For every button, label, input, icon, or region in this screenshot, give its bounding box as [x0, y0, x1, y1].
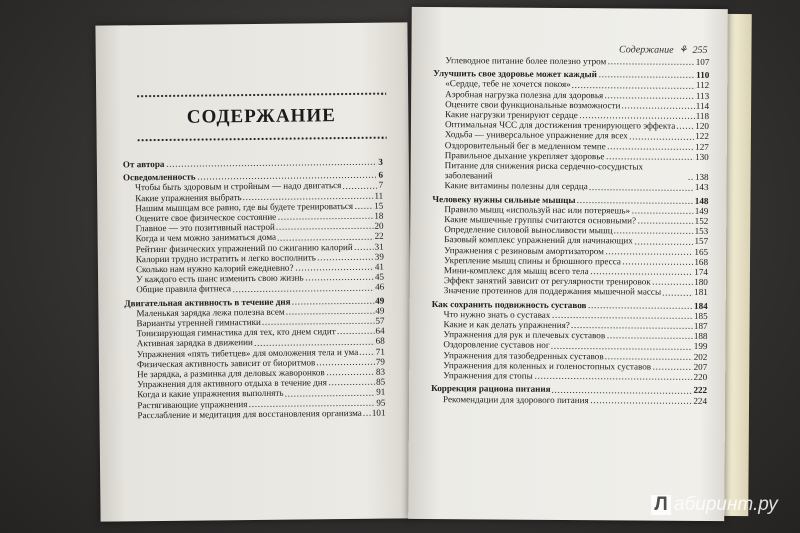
toc-entry-title: Упражнения для тазобедренных суставов [443, 349, 604, 361]
watermark-logo-icon: Л [651, 495, 671, 515]
toc-page-number: 143 [694, 182, 709, 193]
toc-entry-title: Эффект занятий зависит от регулярности тренировок [443, 275, 651, 287]
toc-leader-dots [629, 138, 694, 139]
toc-entry-title: Углеводное питание более полезно утром [445, 55, 607, 67]
toc-leader-dots [631, 212, 694, 213]
toc-page-number: 153 [694, 226, 709, 237]
toc-leader-dots [676, 128, 694, 129]
toc-page-number: 15 [374, 200, 384, 211]
toc-page-number: 138 [694, 172, 709, 183]
toc-page-number: 45 [374, 271, 385, 282]
toc-page-number: 64 [375, 325, 385, 336]
toc-entry-title: Когда и какие упражнения выполнять [137, 388, 284, 400]
toc-page-number: 41 [374, 261, 385, 272]
toc-page-number: 224 [693, 395, 708, 406]
toc-page-number: 101 [371, 407, 386, 418]
toc-page-number: 18 [374, 210, 384, 221]
toc-entry-title: Варианты утренней гимнастики [136, 316, 261, 329]
toc-page-number: 168 [694, 256, 709, 267]
toc-page-number: 22 [374, 231, 384, 242]
toc-page-number: 207 [693, 361, 708, 372]
toc-right [431, 55, 709, 406]
toc-page-number: 31 [374, 241, 384, 252]
toc-leader-dots [551, 317, 693, 319]
toc-entry-title: Нашим мышцам все равно, где вы будете тренироваться [135, 200, 354, 214]
toc-page-number: 157 [694, 236, 709, 247]
running-header [619, 44, 708, 56]
toc-entry [431, 394, 707, 406]
toc-page-number: 85 [376, 376, 386, 387]
toc-leader-dots [534, 378, 693, 380]
toc-entry-title: Оздоровительный бег в медленном темпе [444, 139, 606, 151]
toc-leader-dots [652, 284, 694, 285]
title-rule-bottom [137, 137, 387, 142]
toc-leader-dots [579, 117, 695, 119]
toc-entry-title: Какие и как делать упражнения? [443, 319, 570, 331]
toc-page-number: 107 [695, 56, 710, 67]
toc-page-number: 187 [693, 320, 708, 332]
header-page-number: 255 [692, 44, 708, 56]
toc-leader-dots [576, 202, 693, 204]
toc-entry [433, 55, 709, 67]
toc-entry-title: Упражнения для стопы [443, 370, 533, 381]
toc-leader-dots [292, 303, 375, 305]
toc-entry-title: Упражнения с резиновым амортизатором [444, 244, 604, 256]
toc-leader-dots [243, 198, 374, 200]
toc-entry-title: Как сохранить подвижность суставов [431, 298, 587, 310]
toc-page-number: 152 [694, 215, 709, 227]
left-page [95, 22, 412, 521]
toc-page-number: 11 [374, 190, 384, 201]
toc-entry [433, 180, 709, 192]
toc-leader-dots [254, 343, 375, 345]
toc-page-number: 165 [694, 246, 709, 257]
toc-leader-dots [637, 223, 694, 224]
toc-leader-dots [248, 405, 375, 407]
toc-entry-title: Упражнения для рук и плечевых суставов [443, 329, 606, 341]
toc-leader-dots [232, 289, 374, 291]
toc-entry-title: Что нужно знать о суставах [443, 309, 551, 320]
toc-entry [432, 286, 708, 298]
toc-leader-dots [607, 148, 694, 150]
toc-entry-title: Чтобы быть здоровым и стройным — надо двигаться [135, 180, 342, 193]
toc-leader-dots [634, 243, 694, 244]
toc-entry-title: Улучшить свое здоровье может каждый [433, 68, 597, 80]
toc-leader-dots [605, 158, 694, 160]
toc-leader-dots [277, 238, 374, 240]
toc-page-number: 3 [378, 156, 383, 167]
toc-leader-dots [359, 354, 375, 355]
toc-leader-dots [316, 364, 375, 366]
watermark [651, 494, 778, 516]
toc-entry-title: Упражнения для коленных и голеностопных суставов [443, 360, 652, 372]
toc-leader-dots [605, 358, 693, 360]
toc-entry-title: Ходьба — универсальное упражнение для всех [444, 129, 628, 141]
toc-entry-title: От автора [122, 158, 165, 170]
toc-page-number: 174 [694, 266, 708, 278]
toc-leader-dots [552, 391, 693, 393]
toc-entry-title: Сколько нам нужно калорий ежедневно? [135, 262, 294, 275]
toc-page-number: 83 [375, 366, 386, 377]
toc-leader-dots [286, 313, 375, 315]
toc-leader-dots [342, 187, 377, 188]
toc-leader-dots [277, 218, 373, 220]
toc-page-number: 181 [694, 287, 708, 298]
toc-page-number: 199 [693, 341, 708, 352]
toc-leader-dots [590, 402, 693, 404]
toc-leader-dots [354, 208, 373, 209]
toc-entry-title: Упражнения для активного отдыха в течение дня [137, 377, 327, 390]
toc-leader-dots [305, 279, 374, 281]
toc-entry-title: Правильное дыхание укрепляет здоровье [444, 149, 605, 162]
toc-page-number: 7 [378, 180, 384, 191]
toc-entry-title: Рейтинг физических упражнений по сжиганию калорий [135, 241, 353, 254]
right-page [408, 7, 728, 521]
toc-entry-title: Когда и чем можно заниматься дома [135, 232, 277, 244]
toc-leader-dots [621, 107, 694, 109]
page-title: СОДЕРЖАНИЕ [186, 105, 336, 128]
toc-leader-dots [328, 384, 375, 385]
toc-page-number: 20 [374, 220, 384, 231]
toc-entry-title: Общие правила фитнеса [136, 283, 232, 295]
toc-leader-dots [598, 77, 695, 79]
toc-entry-title: Укрепление мышц спины и брюшного пресса [443, 254, 621, 267]
toc-page-number: 184 [694, 300, 708, 311]
toc-leader-dots [363, 415, 371, 416]
toc-entry [433, 160, 709, 182]
toc-page-number: 149 [694, 205, 709, 216]
toc-entry-title: Какие мышечные группы считаются основными? [444, 214, 637, 226]
toc-entry-title: Расслабление и медитация для восстановления организма [137, 407, 362, 421]
watermark-text: абиринт.ру [674, 494, 778, 515]
toc-entry-title: Какие витамины полезны для сердца [444, 180, 588, 192]
title-rule-top [136, 93, 386, 98]
toc-leader-dots [607, 63, 695, 65]
toc-entry-title: Какие нагрузки тренируют сердце [445, 109, 578, 121]
toc-left [123, 157, 386, 421]
toc-page-number: 180 [694, 277, 708, 288]
toc-page-number: 127 [695, 141, 709, 152]
toc-entry-title: Оцените свои функциональные возможности [445, 98, 621, 111]
toc-leader-dots [604, 97, 695, 99]
toc-leader-dots [606, 338, 693, 340]
toc-page-number: 71 [375, 346, 385, 357]
toc-page-number: 118 [695, 110, 710, 121]
toc-page-number: 220 [693, 371, 708, 383]
toc-entry-title: Какие упражнения выбрать [135, 191, 242, 203]
toc-leader-dots [295, 269, 374, 271]
toc-page-number: 68 [375, 336, 385, 347]
toc-entry-title: Оздоровление суставов ног [443, 339, 550, 351]
toc-entry-title: Правило мышц «используй нас или потеряешь» [444, 203, 631, 216]
toc-entry-title: У каждого есть шанс изменить свою жизнь [136, 272, 304, 285]
toc-page-number: 79 [375, 356, 385, 367]
toc-page-number: 113 [695, 90, 710, 101]
toc-entry-title: Мини-комплекс для мышц всего тела [443, 265, 589, 277]
toc-entry-title: Не зарядка, а разминка для деловых жаворонков [137, 367, 325, 380]
toc-leader-dots [652, 369, 693, 370]
toc-leader-dots [165, 164, 377, 167]
toc-page-number: 188 [693, 331, 708, 342]
toc-entry-title: Человеку нужны сильные мышцы [432, 193, 576, 205]
header-section: Содержание [618, 44, 674, 56]
toc-page-number: 57 [375, 315, 385, 326]
toc-leader-dots [326, 374, 375, 376]
toc-leader-dots [276, 228, 374, 230]
toc-section-entry [123, 157, 383, 170]
toc-page-number: 185 [693, 310, 708, 321]
toc-page-number: 39 [374, 251, 384, 262]
toc-leader-dots [572, 87, 695, 89]
title-block [136, 93, 386, 142]
toc-entry-title: Оцените свое физическое состояние [135, 211, 277, 224]
toc-page-number: 130 [695, 151, 709, 162]
toc-entry-title: «Сердце, тебе не хочется покоя» [445, 78, 571, 90]
toc-page-number: 49 [375, 295, 385, 306]
toc-entry-title: Растягивающие упражнения [137, 398, 248, 410]
toc-leader-dots [571, 327, 693, 329]
toc-page-number: 91 [376, 387, 386, 398]
toc-entry-title: Значение протеинов для поддержания мышечной массы [443, 285, 662, 298]
toc-entry-title: Калории трудно истратить и легко восполнить [135, 252, 316, 265]
toc-leader-dots [587, 307, 693, 309]
toc-page-number: 49 [375, 305, 385, 316]
toc-leader-dots [589, 189, 694, 191]
toc-entry [431, 370, 707, 382]
toc-page-number: 120 [695, 121, 710, 132]
toc-entry-title: Физическая активность зависит от биоритмов [136, 357, 316, 370]
toc-entry-title: Питание для снижения риска сердечно-сосудистых заболеваний [444, 160, 644, 181]
toc-page-number: 6 [378, 169, 384, 180]
toc-leader-dots [354, 249, 374, 250]
toc-leader-dots [688, 179, 694, 180]
toc-page-number: 46 [375, 282, 385, 293]
toc-page-number: 202 [693, 351, 708, 362]
toc-entry-title: Осведомленность [122, 171, 196, 183]
toc-entry-title: Тонизирующая гимнастика для тех, кто днем сидит [136, 326, 336, 339]
toc-entry-title: Двигательная активность в течение дня [124, 296, 291, 309]
toc-page-number: 110 [696, 70, 710, 81]
toc-page-number: 148 [694, 195, 709, 206]
toc-entry [124, 282, 384, 295]
toc-page-number: 95 [376, 397, 386, 408]
toc-entry-title: Коррекция рациона питания [431, 383, 551, 395]
toc-entry-title: Базовый комплекс упражнений для начинающих [444, 234, 633, 246]
toc-leader-dots [284, 394, 375, 396]
toc-entry-title: Оптимальная ЧСС для достижения тренирующего эффекта [444, 119, 676, 131]
toc-entry [125, 408, 385, 421]
toc-entry-title: Активная зарядка в движении [136, 337, 253, 349]
toc-entry-title: Главное — это позитивный настрой [135, 221, 275, 234]
toc-entry-title: Аэробная нагрузка полезна для здоровья [445, 88, 604, 100]
toc-leader-dots [605, 253, 694, 255]
toc-entry-title: Маленькая зарядка лежа полезна всем [136, 306, 285, 319]
toc-entry-title: Упражнения «пять тибетцев» для омоложения тела и ума [136, 346, 359, 359]
toc-page-number: 112 [695, 80, 710, 91]
toc-leader-dots [262, 323, 375, 325]
toc-leader-dots [622, 263, 693, 264]
toc-leader-dots [662, 294, 693, 295]
toc-leader-dots [590, 273, 694, 275]
toc-leader-dots [551, 348, 693, 350]
toc-leader-dots [337, 333, 375, 334]
toc-page-number: 122 [695, 131, 709, 142]
toc-entry-title: Определение силовой выносливости мышц [444, 224, 613, 236]
toc-leader-dots [317, 259, 374, 261]
toc-leader-dots [614, 233, 694, 235]
toc-page-number: 222 [693, 385, 708, 396]
toc-page-number: 114 [695, 100, 710, 111]
toc-entry-title: Рекомендации для здорового питания [443, 393, 589, 405]
header-ornament-icon: ⚘ [675, 44, 691, 56]
